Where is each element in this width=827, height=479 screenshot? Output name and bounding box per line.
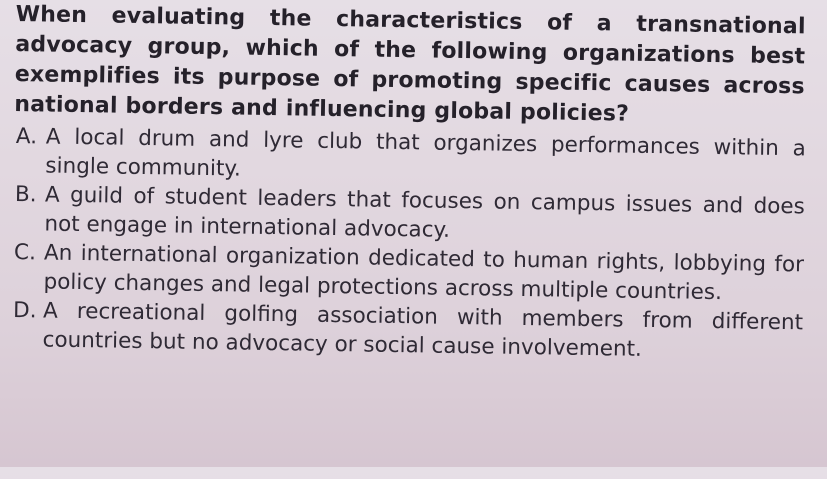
option-text: A recreational golfing association with members from different countries but no advocacy or social cause involvement. [42, 298, 804, 362]
question-text: When evaluating the characteristics of a transnational advocacy group, which of the following organizations best exemplifies its purpose of promoting specific causes across national borders and influencing global policies? [14, 1, 806, 127]
option-letter: A. [15, 124, 38, 150]
option-d[interactable] [10, 296, 807, 366]
option-letter: B. [14, 182, 37, 208]
option-letter: C. [13, 240, 37, 266]
question-sheet [9, 0, 812, 479]
option-text: A guild of student leaders that focuses on campus issues and does not engage in international advocacy. [44, 182, 806, 243]
option-letter: D. [12, 297, 37, 324]
option-text: An international organization dedicated to human rights, lobbying for policy changes and legal protections across multiple countries. [43, 240, 805, 306]
answer-options [10, 122, 810, 366]
option-text: A local drum and lyre club that organizes performances within a single community. [45, 124, 806, 182]
